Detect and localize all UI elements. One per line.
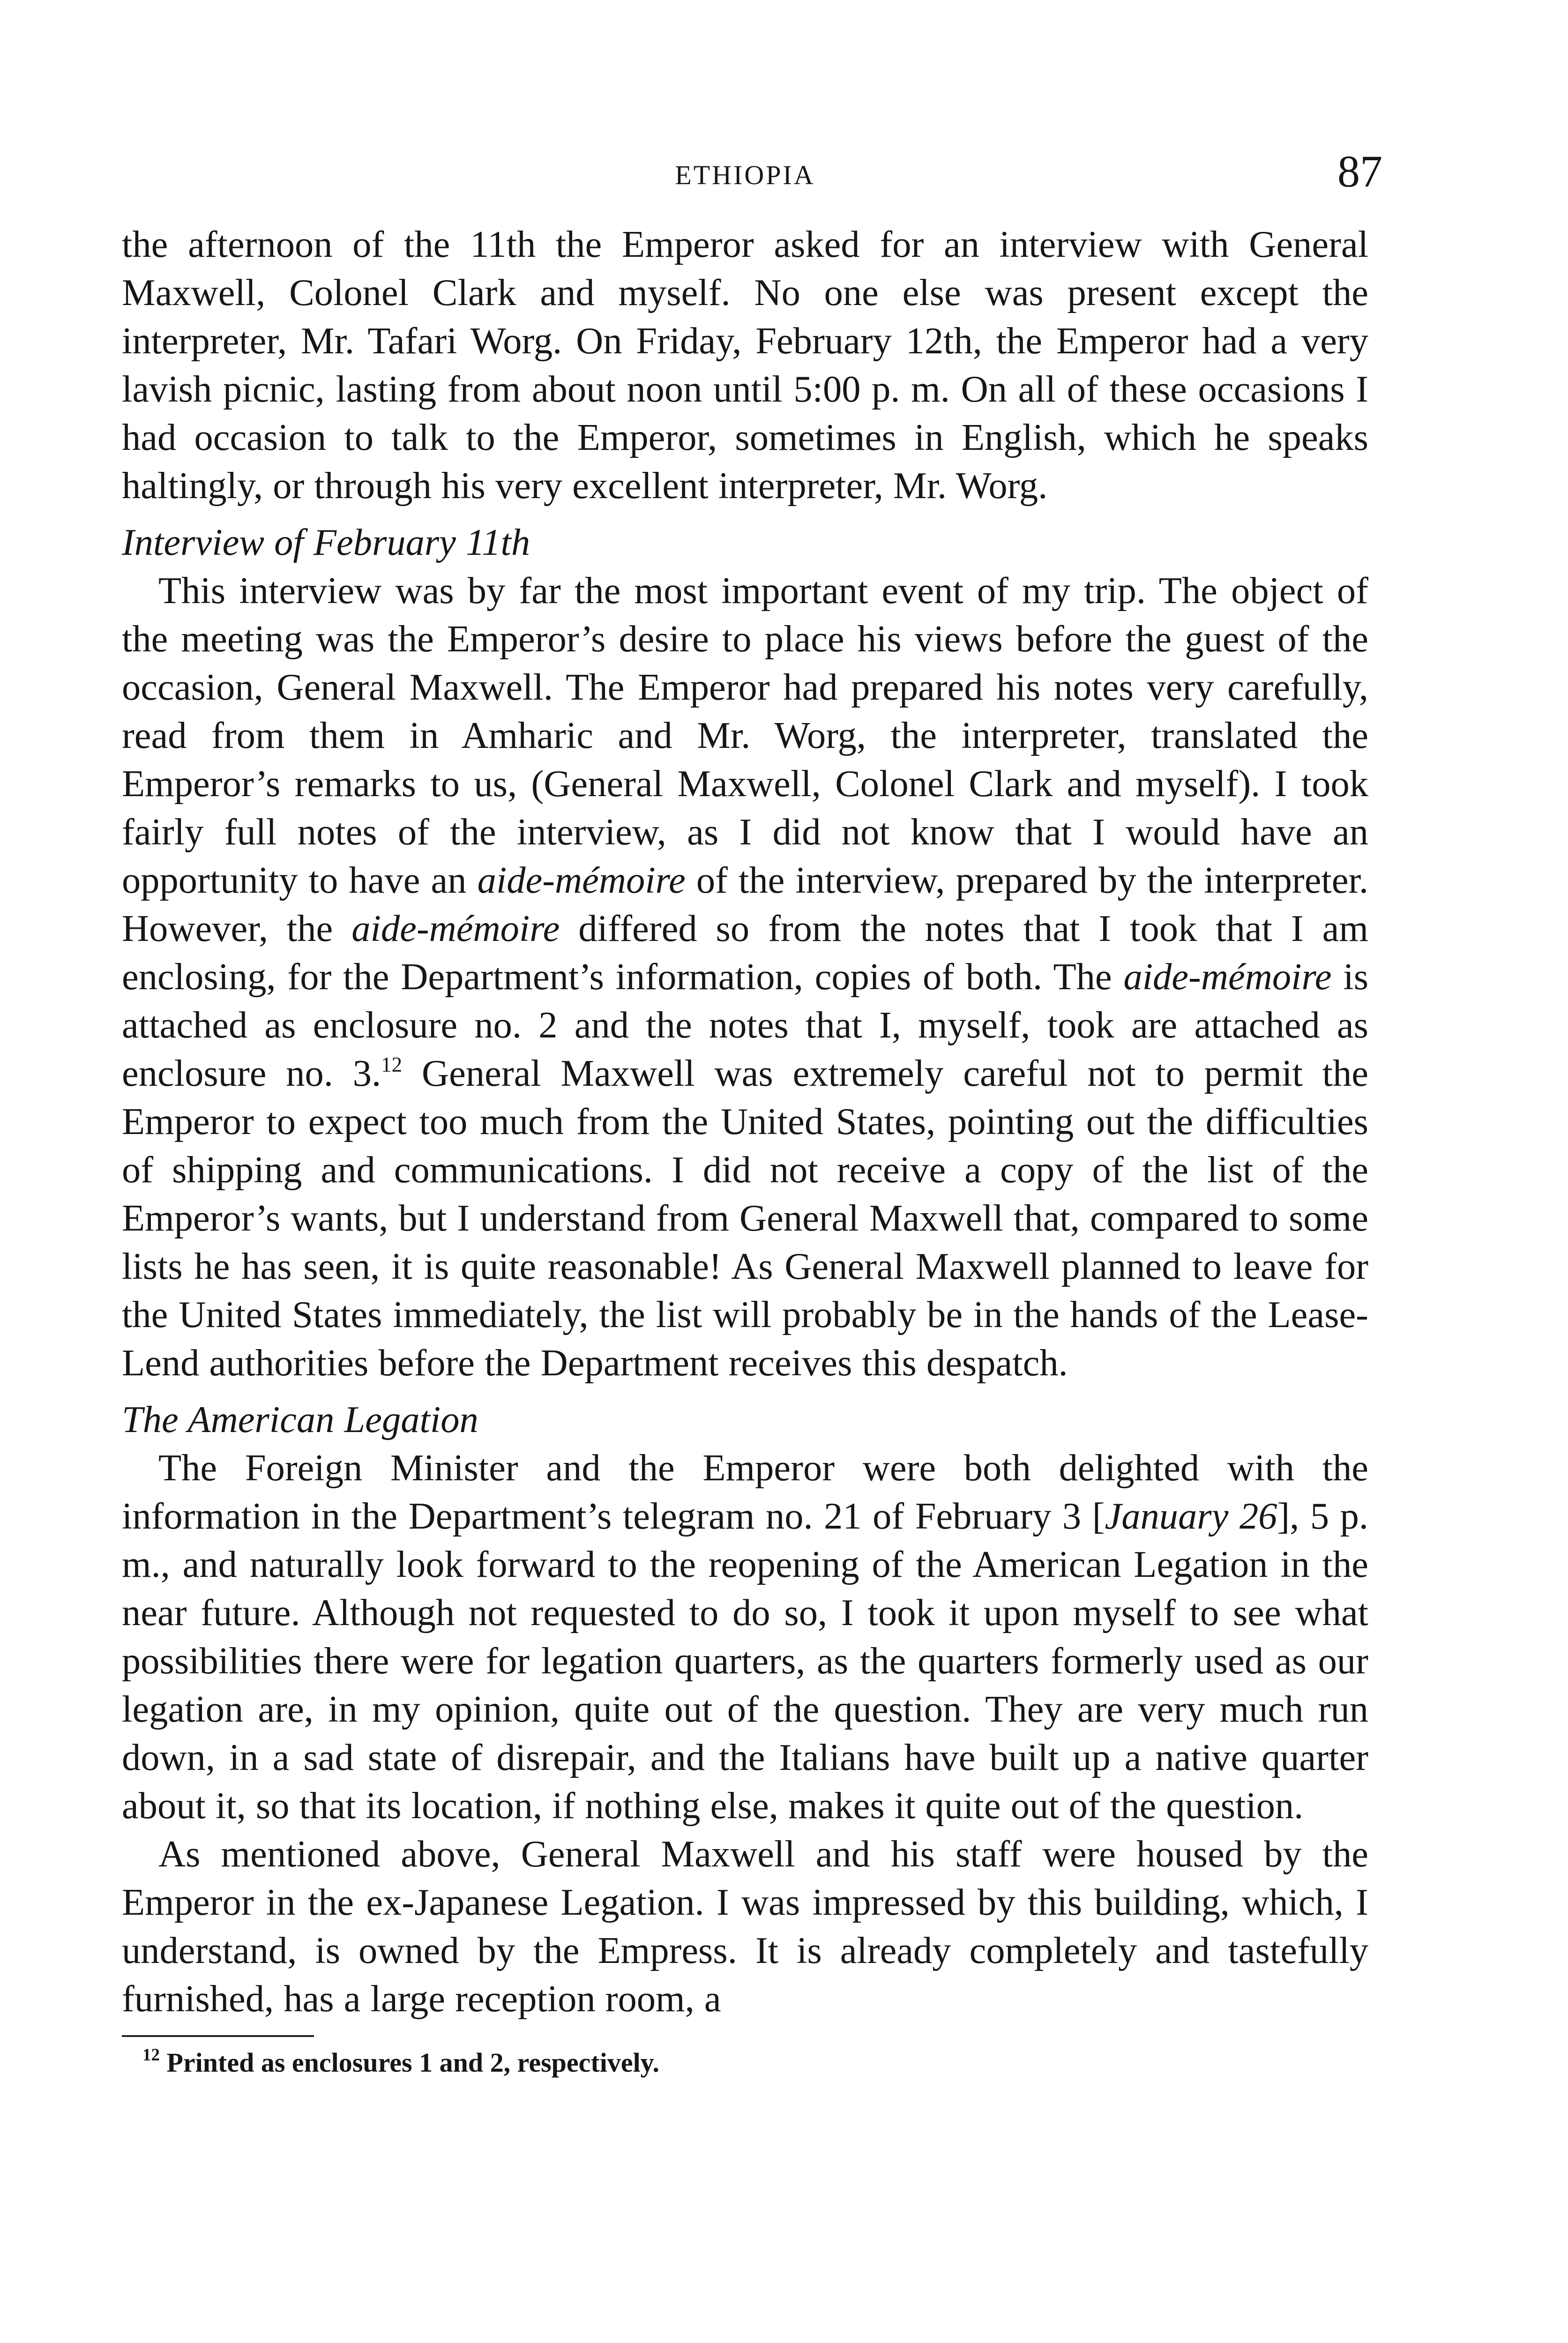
paragraph-housing: As mentioned above, General Maxwell and his staff were housed by the Emperor in the ex-Japanese Legation. I was impressed by this building, which, I understand, is owned by the Empress. It is already completely and tastefully furnished, has a large reception room, a — [122, 1833, 1368, 2020]
italic-term: aide-mémoire — [477, 859, 686, 901]
footnote-divider — [122, 2035, 314, 2037]
page-number: 87 — [1337, 146, 1382, 196]
running-title: ETHIOPIA — [675, 160, 815, 190]
paragraph-text-segment: ], 5 p. m., and naturally look forward to the reopening of the American Legation in the near future. Although not requested to do so, I took it upon myself to see what possibilities there were for legation quarters, as the quarters formerly used as our legation are, in my opinion, quite out of the question. They are very much run down, in a sad state of disrepair, and the Italians have built up a native quarter about it, so that its location, if nothing else, makes it quite out of the question. — [122, 1495, 1368, 1827]
footnote-text: Printed as enclosures 1 and 2, respectively. — [166, 2047, 659, 2078]
paragraph-legation — [122, 1444, 1368, 1830]
paragraph-text-segment: differed so from the notes that I took that I am enclosing, for the Department’s information, copies of both. The — [122, 908, 1368, 998]
footnote-reference: 12 — [381, 1053, 403, 1076]
footnote-number: 12 — [142, 2045, 160, 2065]
paragraph-continuation: the afternoon of the 11th the Emperor asked for an interview with General Maxwell, Colonel Clark and myself. No one else was present except the interpreter, Mr. Tafari Worg. On Friday, February 12th, the Emperor had a very lavish picnic, lasting from about noon until 5:00 p. m. On all of these occasions I had occasion to talk to the Emperor, sometimes in English, which he speaks haltingly, or through his very excellent interpreter, Mr. Worg. — [122, 224, 1368, 507]
document-page — [122, 146, 1382, 2081]
page-header — [122, 146, 1382, 220]
italic-date: January 26 — [1105, 1495, 1277, 1537]
section-heading-interview: Interview of February 11th — [122, 522, 530, 563]
paragraph-text-segment: This interview was by far the most important event of my trip. The object of the meeting was the Emperor’s desire to place his views before the guest of the occasion, General Maxwell. The Emperor had prepared his notes very carefully, read from them in Amharic and Mr. Worg, the interpreter, translated the Emperor’s remarks to us, (General Maxwell, Colonel Clark and myself). I took fairly full notes of the interview, as I did not know that I would have an opportunity to have an — [122, 570, 1368, 901]
section-heading-legation: The American Legation — [122, 1399, 478, 1440]
italic-term: aide-mémoire — [351, 908, 560, 949]
footnote — [122, 2045, 1368, 2081]
paragraph-interview — [122, 567, 1368, 1387]
main-text — [122, 220, 1368, 2023]
paragraph-text-segment: of the interview, prepared by the interpreter. However, the — [122, 859, 1369, 949]
paragraph-text-segment: is attached as enclosure no. 2 and the notes that I, myself, took are attached as enclosure no. 3. — [122, 956, 1369, 1094]
italic-term: aide-mémoire — [1123, 956, 1332, 998]
paragraph-text-segment: General Maxwell was extremely careful not to permit the Emperor to expect too much from the United States, pointing out the difficulties of shipping and communications. I did not receive a copy of the list of the Emperor’s wants, but I understand from General Maxwell that, compared to some lists he has seen, it is quite reasonable! As General Maxwell planned to leave for the United States immediately, the list will probably be in the hands of the Lease-Lend authorities before the Department receives this despatch. — [122, 1052, 1368, 1384]
paragraph-text-segment: The Foreign Minister and the Emperor were both delighted with the information in the Department’s telegram no. 21 of February 3 [ — [122, 1447, 1368, 1537]
